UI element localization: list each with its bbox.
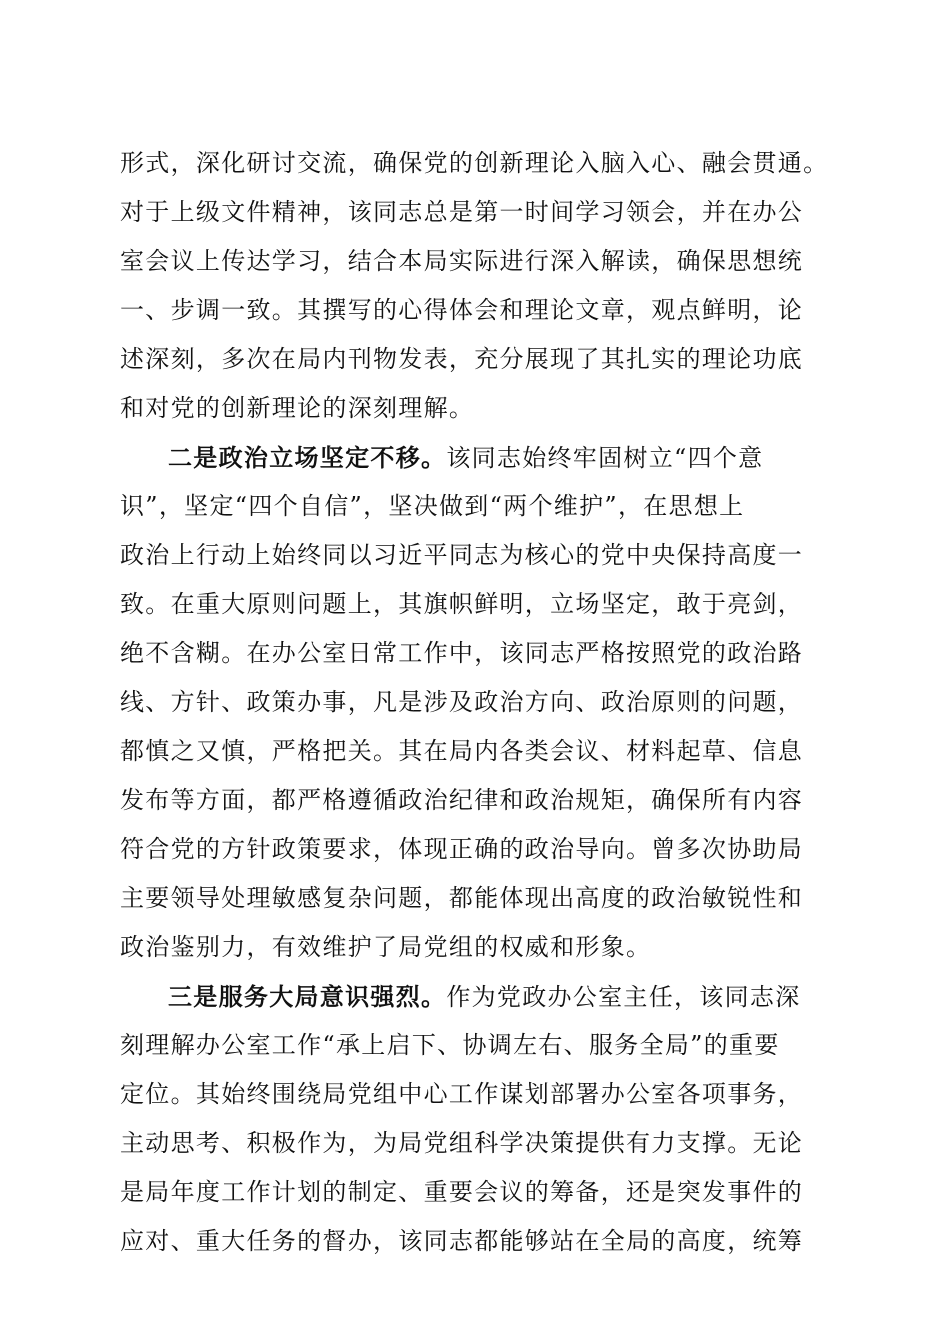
paragraph-3-line-5: 是局年度工作计划的制定、重要会议的筹备，还是突发事件的 xyxy=(120,1178,804,1206)
paragraph-2-first-line-rest: 该同志始终牢固树立“四个意 xyxy=(446,444,764,472)
paragraph-2-line-7: 都慎之又慎，严格把关。其在局内各类会议、材料起草、信息 xyxy=(120,737,804,765)
paragraph-2-line-10: 主要领导处理敏感复杂问题，都能体现出高度的政治敏锐性和 xyxy=(120,884,804,912)
paragraph-3-line-3: 定位。其始终围绕局党组中心工作谋划部署办公室各项事务， xyxy=(120,1080,804,1108)
paragraph-3-line-4: 主动思考、积极作为，为局党组科学决策提供有力支撑。无论 xyxy=(120,1129,804,1157)
paragraph-2-line-2: 识”，坚定“四个自信”，坚决做到“两个维护”，在思想上 xyxy=(120,492,745,520)
paragraph-1-line-4: 一、步调一致。其撰写的心得体会和理论文章，观点鲜明，论 xyxy=(120,296,804,324)
paragraph-2-line-4: 致。在重大原则问题上，其旗帜鲜明，立场坚定，敢于亮剑， xyxy=(120,590,804,618)
paragraph-2-line-6: 线、方针、政策办事，凡是涉及政治方向、政治原则的问题， xyxy=(120,688,804,716)
paragraph-2-line-9: 符合党的方针政策要求，体现正确的政治导向。曾多次协助局 xyxy=(120,835,804,863)
paragraph-2-line-5: 绝不含糊。在办公室日常工作中，该同志严格按照党的政治路 xyxy=(120,639,804,667)
paragraph-2-heading: 二是政治立场坚定不移。 xyxy=(168,443,447,472)
paragraph-1-line-3: 室会议上传达学习，结合本局实际进行深入解读，确保思想统 xyxy=(120,247,804,275)
paragraph-3-line-6: 应对、重大任务的督办，该同志都能够站在全局的高度，统筹 xyxy=(120,1227,804,1255)
paragraph-2-line-8: 发布等方面，都严格遵循政治纪律和政治规矩，确保所有内容 xyxy=(120,786,804,814)
paragraph-3-first-line-rest: 作为党政办公室主任，该同志深 xyxy=(446,983,801,1011)
paragraph-3-line-2: 刻理解办公室工作“承上启下、协调左右、服务全局”的重要 xyxy=(120,1031,780,1059)
paragraph-2-line-1 xyxy=(120,433,835,482)
paragraph-1-line-5: 述深刻，多次在局内刊物发表，充分展现了其扎实的理论功底 xyxy=(120,345,804,373)
paragraph-1-line-6: 和对党的创新理论的深刻理解。 xyxy=(120,394,475,422)
paragraph-2-line-11: 政治鉴别力，有效维护了局党组的权威和形象。 xyxy=(120,933,652,961)
paragraph-2-line-3: 政治上行动上始终同以习近平同志为核心的党中央保持高度一 xyxy=(120,541,804,569)
paragraph-3-line-1 xyxy=(120,972,835,1021)
document-body xyxy=(120,139,835,1266)
paragraph-1-line-1: 形式，深化研讨交流，确保党的创新理论入脑入心、融会贯通。 xyxy=(120,149,829,177)
paragraph-3-heading: 三是服务大局意识强烈。 xyxy=(168,982,447,1011)
paragraph-1-line-2: 对于上级文件精神，该同志总是第一时间学习领会，并在办公 xyxy=(120,198,804,226)
